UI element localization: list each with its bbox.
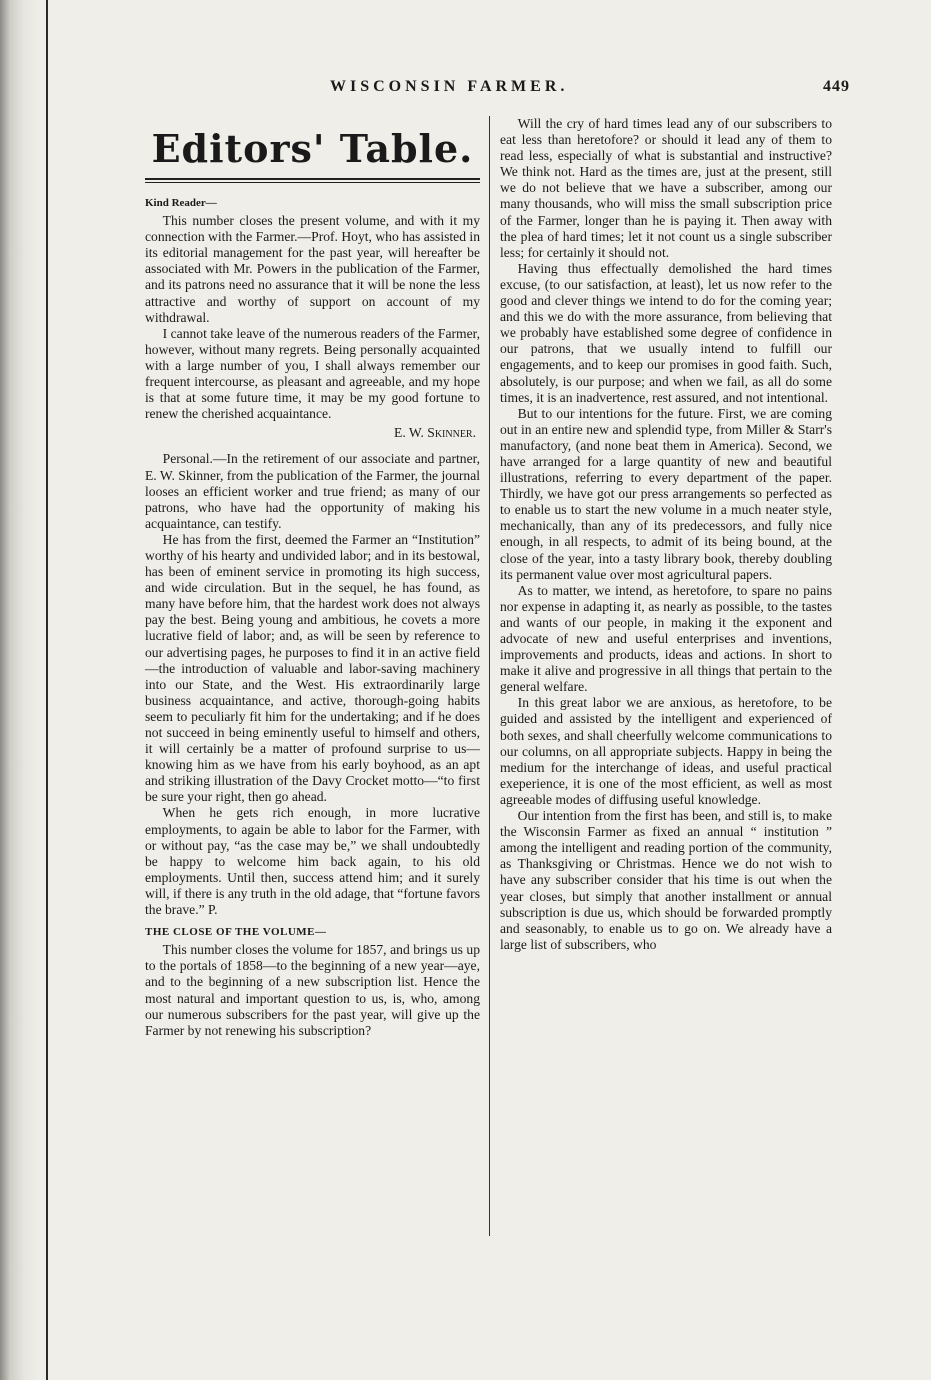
close-paragraph-1: This number closes the volume for 1857, and brings us up to the portals of 1858—to the beginning of a new year—aye, and to the beginning of a new subscription list. Hence the most natural and important question to us, is, who, among our numerous subscribers for the past year, will give up the Farmer by not renewing his subscription? (145, 942, 480, 1038)
journal-title: WISCONSIN FARMER. (330, 78, 569, 95)
section-title: Editors' Table. (151, 126, 474, 171)
column-divider (489, 116, 490, 1236)
right-paragraph-4: As to matter, we intend, as heretofore, to spare no pains nor expense in adapting it, as nearly as possible, to the tastes and wants of our people, in making it the exponent and advocate of new and useful enterprises and inventions, improvements and products, ideas and actions. In short to make it alive and progressive in all things that pertain to the general welfare. (500, 582, 832, 695)
right-paragraph-2: Having thus effectually demolished the hard times excuse, (to our satisfaction, at least), let us now refer to the good and clever things we intend to do for the coming year; and this we do with the more assurance, from believing that we probably have established some degree of confidence in our patrons, that we usually intend to fulfill our engagements, and to keep our promises in good faith. Such, absolutely, is our purpose; and when we fail, as all do some times, it is an inadvertence, rest assured, and not intentional. (500, 260, 832, 405)
right-column (500, 116, 832, 953)
page-number: 449 (823, 78, 850, 95)
farewell-paragraph-2: I cannot take leave of the numerous readers of the Farmer, however, without many regrets. Being personally acquainted with a large number of you, I shall always remember our frequent intercourse, as pleasant and agreeable, and my hope is that at some future time, it may be my good fortune to renew the cherished acquaintance. (145, 325, 480, 422)
right-paragraph-6: Our intention from the first has been, and still is, to make the Wisconsin Farmer as fixed an annual “ institution ” among the intelligent and reading portion of the community, as Thanksgiving or Christmas. Hence we do not wish to have any subscriber consider that his time is out when the year closes, but simply that another installment or annual subscription is due us, which should be forwarded promptly and seasonably, to enable us to go on. We already have a large list of subscribers, who (500, 808, 832, 952)
farewell-paragraph-1: This number closes the present volume, and with it my connection with the Farmer.—Prof. Hoyt, who has assisted in its editorial management for the past year, will hereafter be associated with Mr. Powers in the publication of the Farmer, and its patrons need no assurance that it will be none the less attractive and worthy of support on account of my withdrawal. (145, 213, 480, 325)
salutation: Kind Reader— (145, 197, 217, 209)
gutter-rule (46, 0, 48, 1380)
right-paragraph-1: Will the cry of hard times lead any of our subscribers to eat less than heretofore? or should it lead any of them to read less, especially of what is substantial and instructive? We think not. Hard as the times are, just at the present, still we do not believe that we have a subscriber, among our many thousands, who will miss the small subscription price of the Farmer, longer than he is paying it. Then away with the plea of hard times; let it not count us a single subscriber less; for certainly it should not. (500, 116, 832, 260)
left-column (145, 116, 480, 1039)
close-of-volume-heading: THE CLOSE OF THE VOLUME— (145, 926, 327, 939)
personal-paragraph-1: Personal.—In the retirement of our associate and partner, E. W. Skinner, from the publication of the Farmer, the journal looses an efficient worker and true friend; as many of our patrons, who have had the opportunity of making his acquaintance, can testify. (145, 451, 480, 531)
right-paragraph-5: In this great labor we are anxious, as heretofore, to be guided and assisted by the intelligent and experienced of both sexes, and shall cheerfully welcome communications to our columns, on all appropriate subjects. Happy in being the medium for the interchange of ideas, and useful practical exeperience, it is one of the most efficient, as well as most agreeable modes of diffusing useful knowledge. (500, 695, 832, 807)
farewell-signature: E. W. Skinner. (394, 425, 476, 441)
personal-paragraph-2: He has from the first, deemed the Farmer an “Institution” worthy of his hearty and undivided labor; and in its bestowal, has been of eminent service in promoting its high success, and wide circulation. But in the sequel, he has found, as many have before him, that the hardest work does not always pay the best. Being young and ambitious, he covets a more lucrative field of labor; and, as will be seen by reference to our advertising pages, he purposes to find it in an active field—the introduction of valuable and labor-saving machinery into our State, and the West. His extraordinarily large business acquaintance, and active, thorough-going habits seem to peculiarly fit him for the undertaking; and if he does not succeed in being eminently useful to himself and others, it will certainly be a matter of profound surprise to us—knowing him as we have from his early boyhood, as an apt and striking illustration of the Davy Crocket motto—“to first be sure your right, then go ahead. (145, 531, 480, 805)
page-binding-shadow (0, 0, 40, 1380)
running-head (330, 78, 850, 102)
personal-paragraph-3: When he gets rich enough, in more lucrative employments, to again be able to labor for the Farmer, with or without pay, “as the case may be,” we shall undoubtedly be happy to welcome him back again, to his old employments. Until then, success attend him; and it surely will, if there is any truth in the old adage, that “fortune favors the brave.” P. (145, 805, 480, 918)
right-paragraph-3: But to our intentions for the future. First, we are coming out in an entire new and splendid type, from Miller & Starr's manufactory, (and none beat them in America). Second, we have arranged for a large quantity of new and beautiful illustrations, referring to every department of the paper. Thirdly, we have got our press arrangements so perfected as to enable us to start the new volume in a much neater style, mechanically, than any of its predecessors, and fully nice enough, in all respects, to admit of its being bound, at the close of the year, into a tasty library book, thereby doubling its permanent value over most agricultural papers. (500, 405, 832, 582)
title-rule (145, 178, 480, 183)
